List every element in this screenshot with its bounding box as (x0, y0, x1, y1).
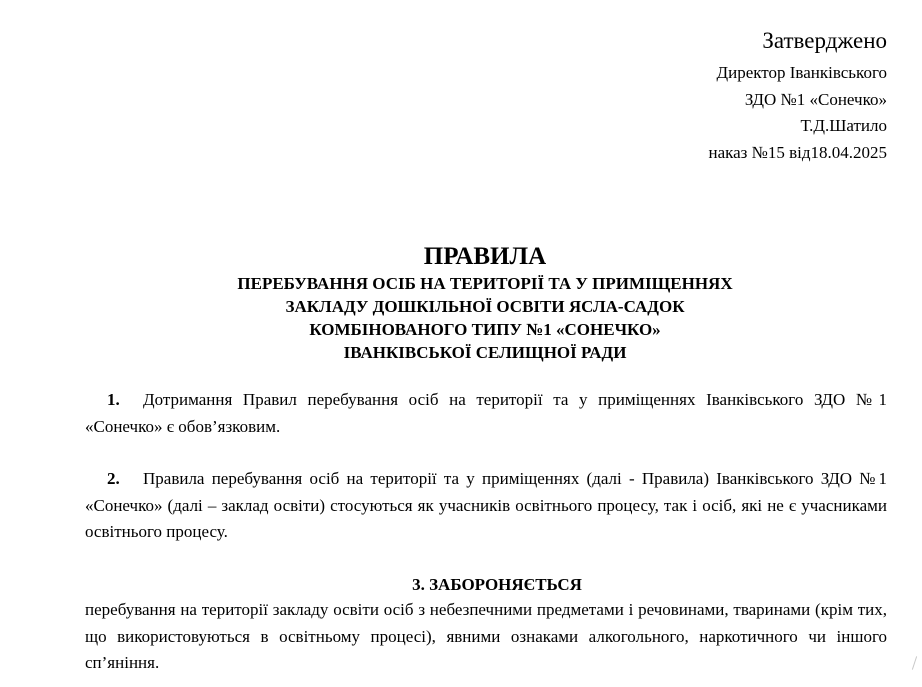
document-title-block (0, 242, 922, 364)
approval-line-position: Директор Іванківського (716, 63, 887, 82)
section-3-heading: 3. ЗАБОРОНЯЄТЬСЯ (412, 575, 582, 594)
paragraph-1-text: Дотримання Правил перебування осіб на території та у приміщеннях Іванківського ЗДО №1 «Сонечко» є обов’язковим. (85, 390, 887, 436)
paragraph-2 (85, 466, 887, 546)
document-subtitle-line-1: ПЕРЕБУВАННЯ ОСІБ НА ТЕРИТОРІЇ ТА У ПРИМІЩЕННЯХ (237, 274, 733, 293)
document-title: ПРАВИЛА (423, 243, 547, 270)
document-subtitle-line-3: КОМБІНОВАНОГО ТИПУ №1 «СОНЕЧКО» (309, 320, 661, 339)
approval-line-order: наказ №15 від18.04.2025 (708, 142, 887, 162)
approval-heading: Затверджено (762, 28, 887, 53)
approval-block (708, 26, 887, 166)
document-subtitle-line-4: ІВАНКІВСЬКОЇ СЕЛИЩНОЇ РАДИ (343, 343, 627, 362)
paragraph-1 (85, 387, 887, 440)
paragraph-1-number: 1. (107, 390, 120, 409)
section-3-text: перебування на території закладу освіти осіб з небезпечними предметами і речовинами, тваринами (крім тих, що використовуються в освітньому процесі), явними ознаками алкогольного, наркотичного чи іншого сп’яніння. (85, 600, 887, 672)
paragraph-2-text: Правила перебування осіб на території та у приміщеннях (далі - Правила) Іванківського ЗДО №1 «Сонечко» (далі – заклад освіти) стосуються як учасників освітнього процесу, так і осіб, які не є учасниками освітнього процесу. (85, 469, 887, 541)
paragraph-2-number: 2. (107, 469, 120, 488)
document-subtitle-line-2: ЗАКЛАДУ ДОШКІЛЬНОЇ ОСВІТИ ЯСЛА-САДОК (285, 297, 685, 316)
approval-line-institution: ЗДО №1 «Сонечко» (744, 89, 887, 109)
page-edge-mark (912, 656, 917, 670)
approval-line-signatory: Т.Д.Шатило (800, 116, 887, 135)
